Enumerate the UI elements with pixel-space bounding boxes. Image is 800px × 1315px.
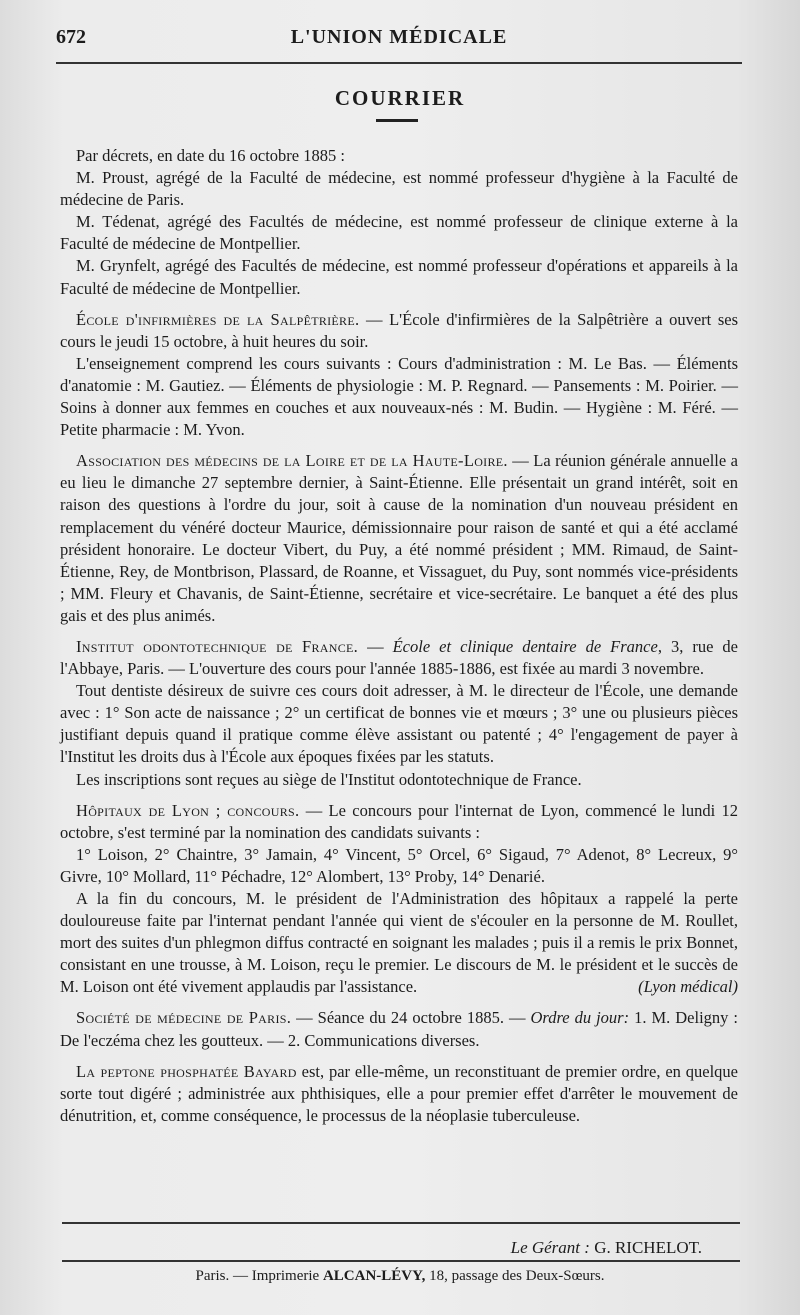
societe-text-a: — Séance du 24 octobre 1885. — [291,1008,531,1028]
paragraph-proust: M. Proust, agrégé de la Faculté de médecine, est nommé professeur d'hygiène à la Faculté de médecine de Paris. [60,168,738,210]
title-rule [376,119,418,122]
paragraph-grynfelt: M. Grynfelt, agrégé des Facultés de médecine, est nommé professeur d'opérations et appareils à la Faculté de médecine de Montpellier. [60,256,738,298]
institut-text: , 3, rue de l'Abbaye, Paris. — L'ouverture des cours pour l'année 1885-1886, est fixée au mardi 3 novembre. [60,636,738,679]
salpetriere-heading: École d'infirmières de la Salpêtrière. [76,309,360,329]
societe-text-b: 1. M. Deligny : De l'eczéma chez les goutteux. — 2. Communications diverses. [60,1008,738,1050]
association-heading: Association des médecins de la Loire et de la Haute-Loire. [76,451,508,471]
peptone-text: est, par elle-même, un reconstituant de premier ordre, en quelque sorte tout digéré ; administrée aux phthisiques, elle a pour premier effet d'arrêter le mouvement de dénutrition, et, comme conséquence, le processus de la néoplasie tuberculeuse. [60,1061,739,1125]
paragraph-hopitaux [60,800,738,844]
paragraph-concours [60,888,738,998]
section-title: COURRIER [334,86,466,110]
paragraph-decrets: Par décrets, en date du 16 octobre 1885 : [76,146,345,165]
paragraph-dentiste: Tout dentiste désireux de suivre ces cours doit adresser, à M. le directeur de l'École, une demande avec : 1° Son acte de naissance ; 2° un certificat de bonnes vie et mœurs ; 3° une ou plusieurs pièces justifiant depuis quand il pratique comme élève assistant ou patenté ; 4° l'engagement de payer à l'Institut les droits dus à l'École aux époques fixées par les statuts. [60,681,738,767]
paragraph-tedenat: M. Tédenat, agrégé des Facultés de médecine, est nommé professeur de clinique externe à la Faculté de médecine de Montpellier. [60,212,738,254]
institut-heading: Institut odontotechnique de France. [76,636,359,656]
lyon-medical-source: (Lyon médical) [638,977,738,997]
hopitaux-heading: Hôpitaux de Lyon ; concours. [76,800,300,820]
footer-rule-bottom [62,1260,740,1262]
paragraph-peptone [60,1061,738,1127]
hopitaux-text: — Le concours pour l'internat de Lyon, commencé le lundi 12 octobre, s'est terminé par la nomination des candidats suivants : [60,800,738,842]
printer-line [0,1268,800,1285]
manager-name: G. RICHELOT. [594,1238,702,1257]
paragraph-inscriptions: Les inscriptions sont reçues au siège de l'Institut odontotechnique de France. [76,769,582,789]
paragraph-societe [60,1007,738,1051]
paragraph-institut [60,636,738,680]
institut-italic: École et clinique dentaire de France [392,636,658,656]
page-header [56,22,742,52]
header-rule [56,62,742,64]
concours-text: A la fin du concours, M. le président de l'Administration des hôpitaux a rappelé la perte douloureuse faite par l'internat pendant l'année qui vient de s'écouler en la personne de M. Roullet, mort des suites d'un phlegmon diffus contracté en soignant les malades ; puis il a remis le prix Bonnet, consistant en une trousse, à M. Loison, reçu le premier. Le discours de M. le président et le succès de M. Loison ont été vivement applaudis par l'assistance. [60,889,738,997]
manager-signature [511,1238,702,1258]
manager-label: Le Gérant : [510,1238,590,1257]
journal-title: L'UNION MÉDICALE [290,26,508,48]
peptone-heading: La peptone phosphatée Bayard [76,1061,297,1081]
page-number: 672 [56,26,86,48]
article-body [60,145,738,1127]
institut-dash: — [358,636,393,656]
societe-heading: Société de médecine de Paris. [76,1008,292,1028]
paragraph-association [60,450,738,627]
paragraph-candidats: 1° Loison, 2° Chaintre, 3° Jamain, 4° Vincent, 5° Orcel, 6° Sigaud, 7° Adenot, 8° Lecreux, 9° Givre, 10° Mollard, 11° Péchadre, 12° Alombert, 13° Proby, 14° Denarié. [60,844,738,886]
printer-name: ALCAN-LÉVY, [322,1268,426,1284]
footer-rule-top [62,1222,740,1224]
paragraph-enseignement: L'enseignement comprend les cours suivants : Cours d'administration : M. Le Bas. — Éléments d'anatomie : M. Gautiez. — Éléments de physiologie : M. P. Regnard. — Pansements : M. Poirier. — Soins à donner aux femmes en couches et aux nouveaux-nés : M. Budin. — Hygiène : M. Féré. — Petite pharmacie : M. Yvon. [60,353,738,440]
printer-prefix: Paris. — Imprimerie [195,1268,320,1284]
paragraph-salpetriere [60,309,738,353]
ordre-du-jour: Ordre du jour: [530,1008,630,1028]
printer-address: 18, passage des Deux-Sœurs. [429,1268,605,1284]
association-text: — La réunion générale annuelle a eu lieu le dimanche 27 septembre dernier, à Saint-Étienne. Elle présentait un grand intérêt, soit en raison des questions à l'ordre du jour, soit à cause de la nomination d'un nouveau président en remplacement du vénéré docteur Maurice, démissionnaire pour raison de santé et qui a été acclamé président honoraire. Le docteur Vibert, du Puy, a été nommé président ; MM. Rimaud, de Saint-Étienne, Rey, de Montbrison, Plassard, de Roanne, et Vissaguet, du Puy, sont nommés vice-présidents ; MM. Fleury et Chavanis, de Saint-Étienne, secrétaire et vice-secrétaire. Le banquet a été des plus gais et des plus animés. [60,451,738,625]
salpetriere-text: — L'École d'infirmières de la Salpêtrière a ouvert ses cours le jeudi 15 octobre, à huit heures du soir. [60,309,738,351]
